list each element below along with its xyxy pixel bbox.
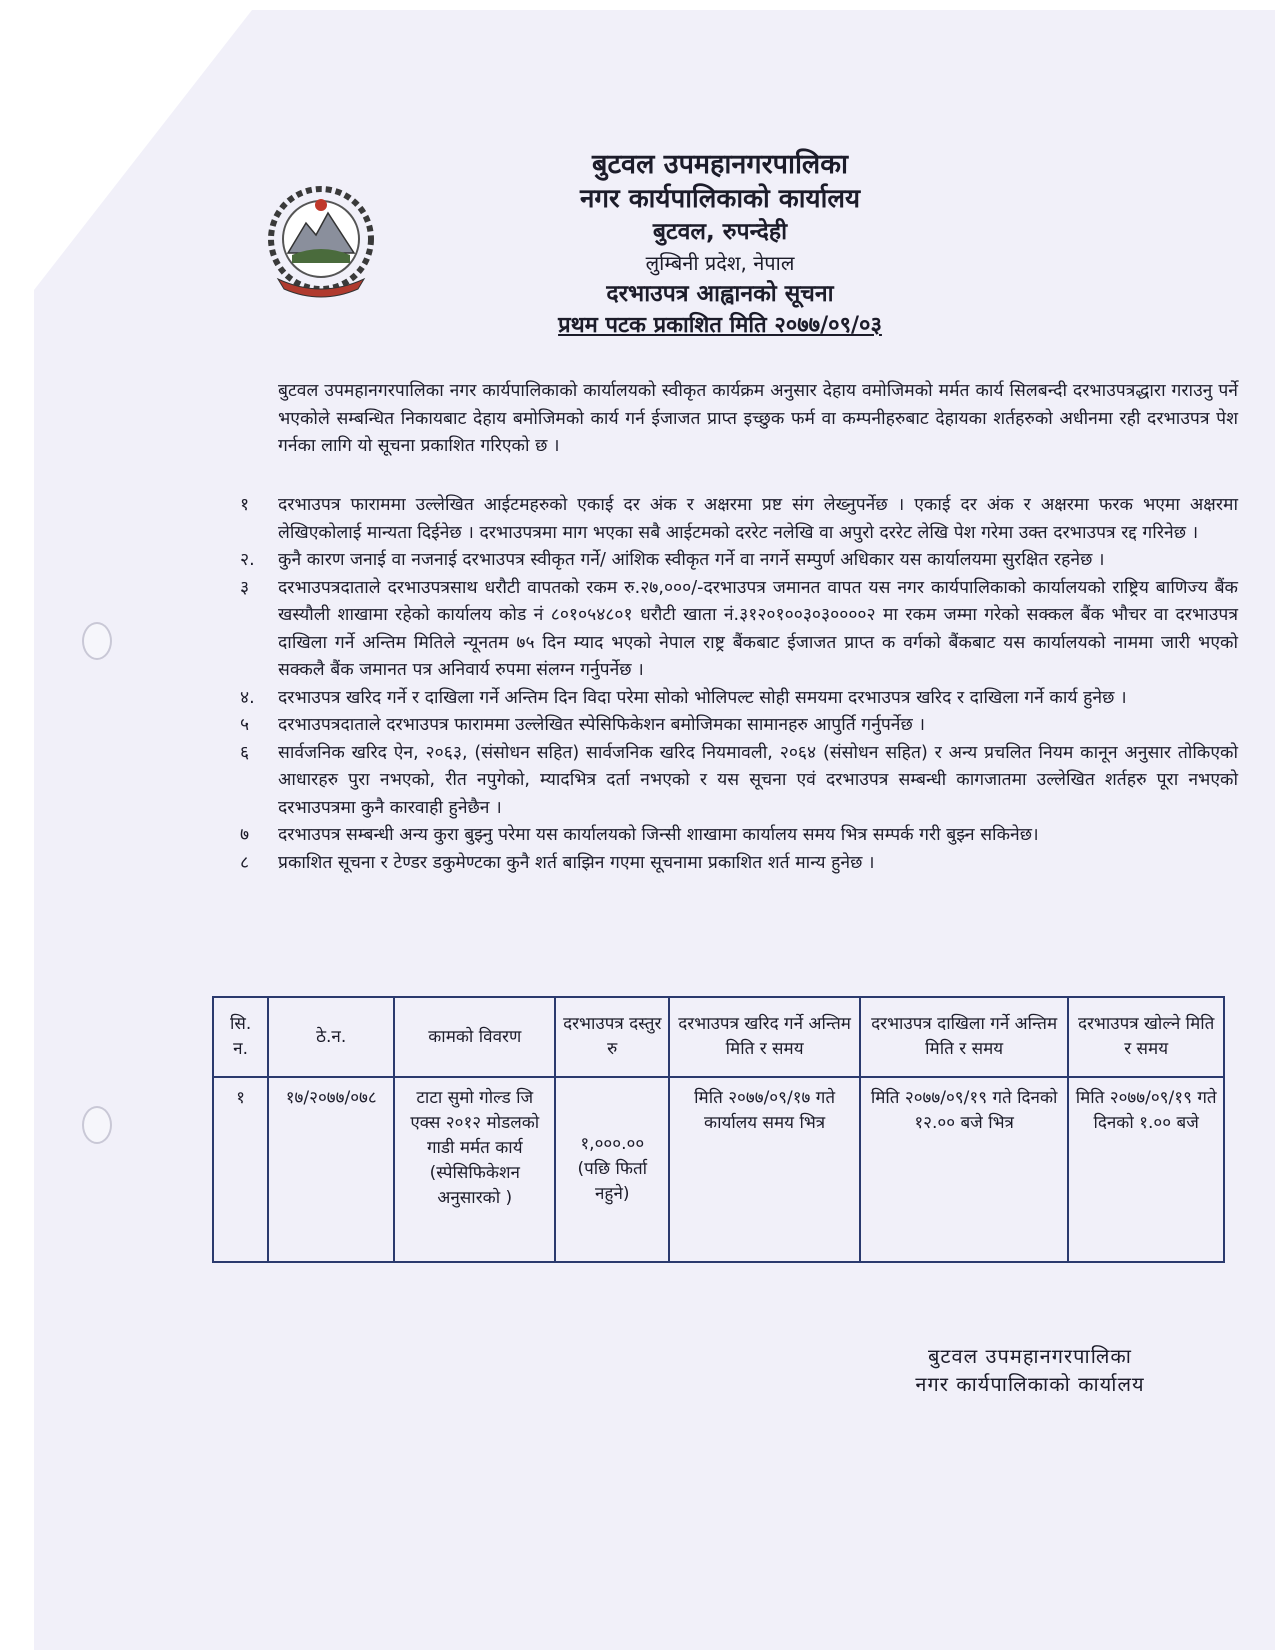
item-text: दरभाउपत्रदाताले दरभाउपत्रसाथ धरौटी वापतको रकम रु.२७,०००/-दरभाउपत्र जमानत वापत यस नगर कार्यपालिकाको कार्यालयको राष्ट्रिय बाणिज्य बैंक खस्यौली शाखामा रहेको कार्यालय कोड नं ८०१०५४८०१ धरौटी खाता नं.३१२०१००३०३००००२ मा रकम जम्मा गरेको सक्कल बैंक भौचर वा दरभाउपत्र दाखिला गर्ने अन्तिम मितिले न्यूनतम ७५ दिन म्याद भएको नेपाल राष्ट्र बैंकबाट ईजाजत प्राप्त क वर्गको बैंकबाट यस कार्यालयको नाममा जारी भएको सक्कलै बैंक जमानत पत्र अनिवार्य रुपमा संलग्न गर्नुपर्नेछ । <box>278 577 1238 680</box>
item-number: ७ <box>240 825 250 845</box>
list-item <box>240 822 1238 850</box>
cell-contract-no: १७/२०७७/०७८ <box>268 1077 394 1262</box>
item-number: ५ <box>240 715 250 735</box>
col-header-serial: सि. न. <box>213 997 268 1077</box>
item-number: २. <box>240 550 255 570</box>
list-item <box>240 547 1238 575</box>
col-header-description: कामको विवरण <box>394 997 555 1077</box>
nepal-emblem-icon <box>258 183 384 303</box>
item-text: दरभाउपत्र सम्बन्धी अन्य कुरा बुझ्नु परेमा यस कार्यालयको जिन्सी शाखामा कार्यालय समय भित्र सम्पर्क गरी बुझ्न सकिनेछ। <box>278 825 1039 845</box>
col-header-submission-deadline: दरभाउपत्र दाखिला गर्ने अन्तिम मिति र समय <box>860 997 1068 1077</box>
item-number: ४. <box>240 687 255 708</box>
item-number: ६ <box>240 742 250 763</box>
cell-submission-deadline: मिति २०७७/०९/१९ गते दिनको १२.०० बजे भित्र <box>860 1077 1068 1262</box>
col-header-contract-no: ठे.न. <box>268 997 394 1077</box>
cell-purchase-deadline: मिति २०७७/०९/१७ गते कार्यालय समय भित्र <box>669 1077 860 1262</box>
list-item <box>240 685 1238 713</box>
notice-title: दरभाउपत्र आह्वानको सूचना <box>606 281 834 307</box>
item-text: कुनै कारण जनाई वा नजनाई दरभाउपत्र स्वीकृत गर्ने/ आंशिक स्वीकृत गर्ने वा नगर्ने सम्पुर्ण अधिकार यस कार्यालयमा सुरक्षित रहनेछ । <box>278 550 1105 570</box>
published-date: प्रथम पटक प्रकाशित मिति २०७७/०९/०३ <box>558 313 882 338</box>
item-text: दरभाउपत्र खरिद गर्ने र दाखिला गर्ने अन्तिम दिन विदा परेमा सोको भोलिपल्ट सोही समयमा दरभाउपत्र खरिद र दाखिला गर्ने कार्य हुनेछ । <box>278 687 1127 708</box>
item-text: प्रकाशित सूचना र टेण्डर डकुमेण्टका कुनै शर्त बाझिन गएमा सूचनामा प्रकाशित शर्त मान्य हुनेछ । <box>278 852 875 873</box>
office-name: नगर कार्यपालिकाको कार्यालय <box>579 184 861 214</box>
letterhead <box>520 148 920 342</box>
list-item <box>240 740 1238 823</box>
col-header-opening-date: दरभाउपत्र खोल्ने मिति र समय <box>1068 997 1224 1077</box>
col-header-fee: दरभाउपत्र दस्तुर रु <box>555 997 669 1077</box>
cell-opening-date: मिति २०७७/०९/१९ गते दिनको १.०० बजे <box>1068 1077 1224 1262</box>
folded-corner <box>34 10 252 290</box>
cell-description: टाटा सुमो गोल्ड जि एक्स २०१२ मोडलको गाडी मर्मत कार्य (स्पेसिफिकेशन अनुसारको ) <box>394 1077 555 1262</box>
intro-paragraph: बुटवल उपमहानगरपालिका नगर कार्यपालिकाको कार्यालयको स्वीकृत कार्यक्रम अनुसार देहाय वमोजिमको मर्मत कार्य सिलबन्दी दरभाउपत्रद्धारा गराउनु पर्ने भएकोले सम्बन्धित निकायबाट देहाय बमोजिमको कार्य गर्न ईजाजत प्राप्त इच्छुक फर्म वा कम्पनीहरुबाट देहायका शर्तहरुको अधीनमा रही दरभाउपत्र पेश गर्नका लागि यो सूचना प्रकाशित गरिएको छ । <box>278 381 1238 456</box>
list-item <box>240 850 1238 878</box>
signoff-block <box>860 1342 1200 1398</box>
punch-hole-lower <box>82 1106 112 1144</box>
tender-table <box>212 996 1225 1263</box>
item-number: ८ <box>240 852 250 873</box>
list-item <box>240 712 1238 740</box>
office-location: बुटवल, रुपन्देही <box>652 219 788 245</box>
signoff-office: नगर कार्यपालिकाको कार्यालय <box>915 1372 1145 1396</box>
item-text: सार्वजनिक खरिद ऐन, २०६३, (संसोधन सहित) सार्वजनिक खरिद नियमावली, २०६४ (संसोधन सहित) र अन्य प्रचलित नियम कानून अनुसार तोकिएको आधारहरु पुरा नभएको, रीत नपुगेको, म्यादभित्र दर्ता नभएको र यस सूचना एवं दरभाउपत्र सम्बन्धी कागजातमा उल्लेखित शर्तहरु पूरा नभएको दरभाउपत्रमा कुनै कारवाही हुनेछैन । <box>278 742 1238 818</box>
item-text: दरभाउपत्रदाताले दरभाउपत्र फाराममा उल्लेखित स्पेसिफिकेशन बमोजिमका सामानहरु आपुर्ति गर्नुपर्नेछ । <box>278 715 925 735</box>
org-name: बुटवल उपमहानगरपालिका <box>592 149 848 180</box>
signoff-org: बुटवल उपमहानगरपालिका <box>928 1344 1132 1368</box>
list-item <box>240 492 1238 547</box>
item-text: दरभाउपत्र फाराममा उल्लेखित आईटमहरुको एकाई दर अंक र अक्षरमा प्रष्ट संग लेख्नुपर्नेछ । एकाई दर अंक र अक्षरमा फरक भएमा अक्षरमा लेखिएकोलाई मान्यता दिईनेछ । दरभाउपत्रमा माग भएका सबै आईटमको दररेट नलेखि वा अपुरो दररेट लेखि पेश गरेमा उक्त दरभाउपत्र रद्द गरिनेछ । <box>278 495 1238 543</box>
item-number: १ <box>240 495 250 515</box>
list-item <box>240 575 1238 685</box>
cell-fee: १,०००.०० (पछि फिर्ता नहुने) <box>555 1077 669 1262</box>
table-header-row <box>213 997 1224 1077</box>
cell-serial: १ <box>213 1077 268 1262</box>
col-header-purchase-deadline: दरभाउपत्र खरिद गर्ने अन्तिम मिति र समय <box>669 997 860 1077</box>
item-number: ३ <box>240 577 250 598</box>
office-province: लुम्बिनी प्रदेश, नेपाल <box>645 251 795 275</box>
table-row <box>213 1077 1224 1262</box>
terms-list <box>240 492 1238 877</box>
punch-hole-upper <box>82 622 112 660</box>
